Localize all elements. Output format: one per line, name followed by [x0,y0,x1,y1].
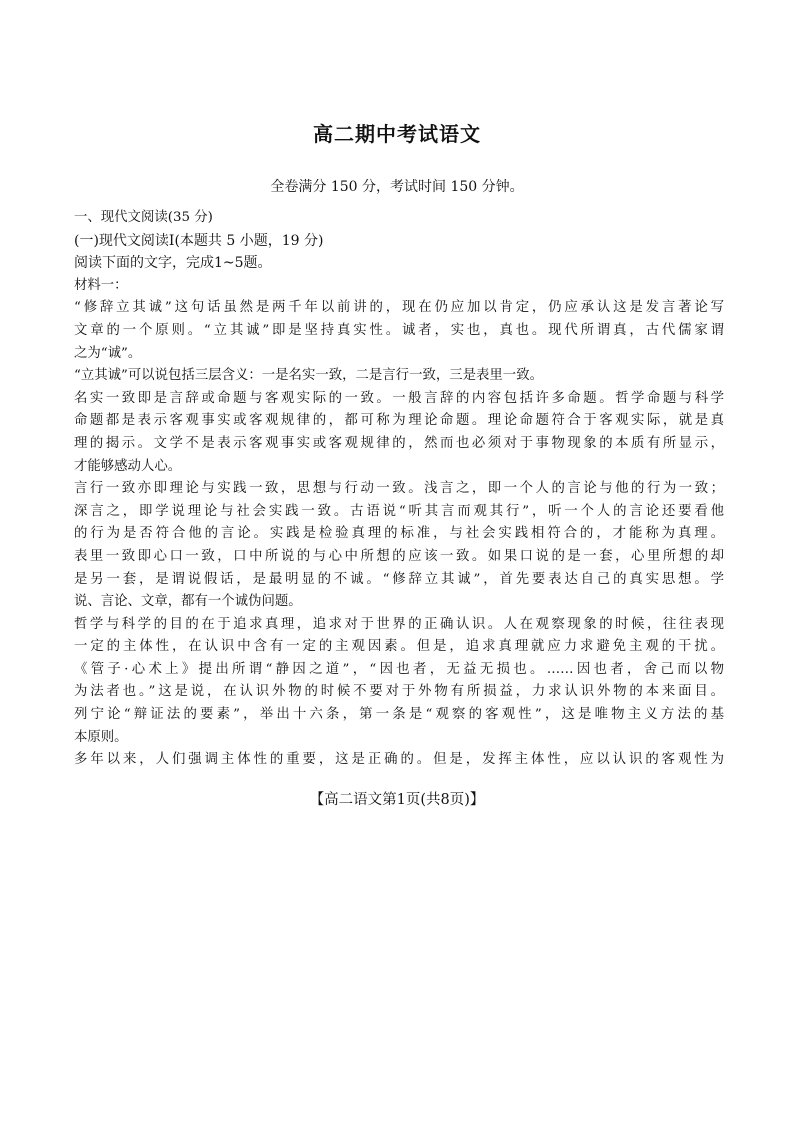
passage-line: 理的揭示。文学不是表示客观事实或客观规律的，然而也必须对于事物现象的本质有所显示， [74,435,724,451]
passage-line: 深言之，即学说理论与社会实践一致。古语说“听其言而观其行”，听一个人的言论还要看他 [74,503,724,519]
passage-line: 一定的主体性，在认识中含有一定的主观因素。但是，追求真理就应力求避免主观的干扰。 [74,639,724,655]
passage-line: 才能够感动人心。 [74,458,182,474]
passage-line: 的行为是否符合他的言论。实践是检验真理的标准，与社会实践相符合的，才能称为真理。 [74,526,724,542]
passage-line: 列宁论“辩证法的要素”，举出十六条，第一条是“观察的客观性”，这是唯物主义方法的基 [74,707,724,723]
exam-subtitle: 全卷满分 150 分，考试时间 150 分钟。 [270,179,524,195]
passage-line: 表里一致即心口一致，口中所说的与心中所想的应该一致。如果口说的是一套，心里所想的却 [74,548,724,564]
passage-line: 说、言论、文章，都有一个诚伪问题。 [74,594,302,610]
page-footer: 【高二语文第1页(共8页)】 [309,792,485,808]
reading-instruction: 阅读下面的文字，完成1~5题。 [74,255,272,272]
subsection-heading: (一)现代文阅读Ⅰ(本题共 5 小题，19 分) [74,232,324,249]
passage-line: 本原则。 [74,729,128,745]
passage-line: 文章的一个原则。“立其诚”即是坚持真实性。诚者，实也，真也。现代所谓真，古代儒家谓 [74,322,724,338]
exam-content [74,207,724,772]
passage-line: 哲学与科学的目的在于追求真理，追求对于世界的正确认识。人在观察现象的时候，往往表现 [74,616,724,632]
passage-line: 名实一致即是言辞或命题与客观实际的一致。一般言辞的内容包括许多命题。哲学命题与科学 [74,390,724,406]
passage-line: 之为“诚”。 [74,345,142,361]
passage-line: “立其诚”可以说包括三层含义：一是名实一致，二是言行一致，三是表里一致。 [74,368,543,384]
material-label: 材料一： [74,277,128,293]
passage-line: 是另一套，是谓说假话，是最明显的不诚。“修辞立其诚”，首先要表达自己的真实思想。学 [74,571,724,587]
passage-line: “修辞立其诚”这句话虽然是两千年以前讲的，现在仍应加以肯定，仍应承认这是发言著论写 [74,300,724,316]
passage-line: 《管子·心术上》提出所谓“静因之道”，“因也者，无益无损也。……因也者，舍己而以物 [74,661,724,677]
passage-line: 多年以来，人们强调主体性的重要，这是正确的。但是，发挥主体性，应以认识的客观性为 [74,752,724,768]
passage-line: 命题都是表示客观事实或客观规律的，都可称为理论命题。理论命题符合于客观实际，就是真 [74,413,724,429]
passage-line: 为法者也。”这是说，在认识外物的时候不要对于外物有所损益，力求认识外物的本来面目。 [74,684,724,700]
exam-title: 高二期中考试语文 [313,122,481,146]
section-heading: 一、现代文阅读(35 分) [74,210,213,225]
passage-line: 言行一致亦即理论与实践一致，思想与行动一致。浅言之，即一个人的言论与他的行为一致； [74,481,724,497]
